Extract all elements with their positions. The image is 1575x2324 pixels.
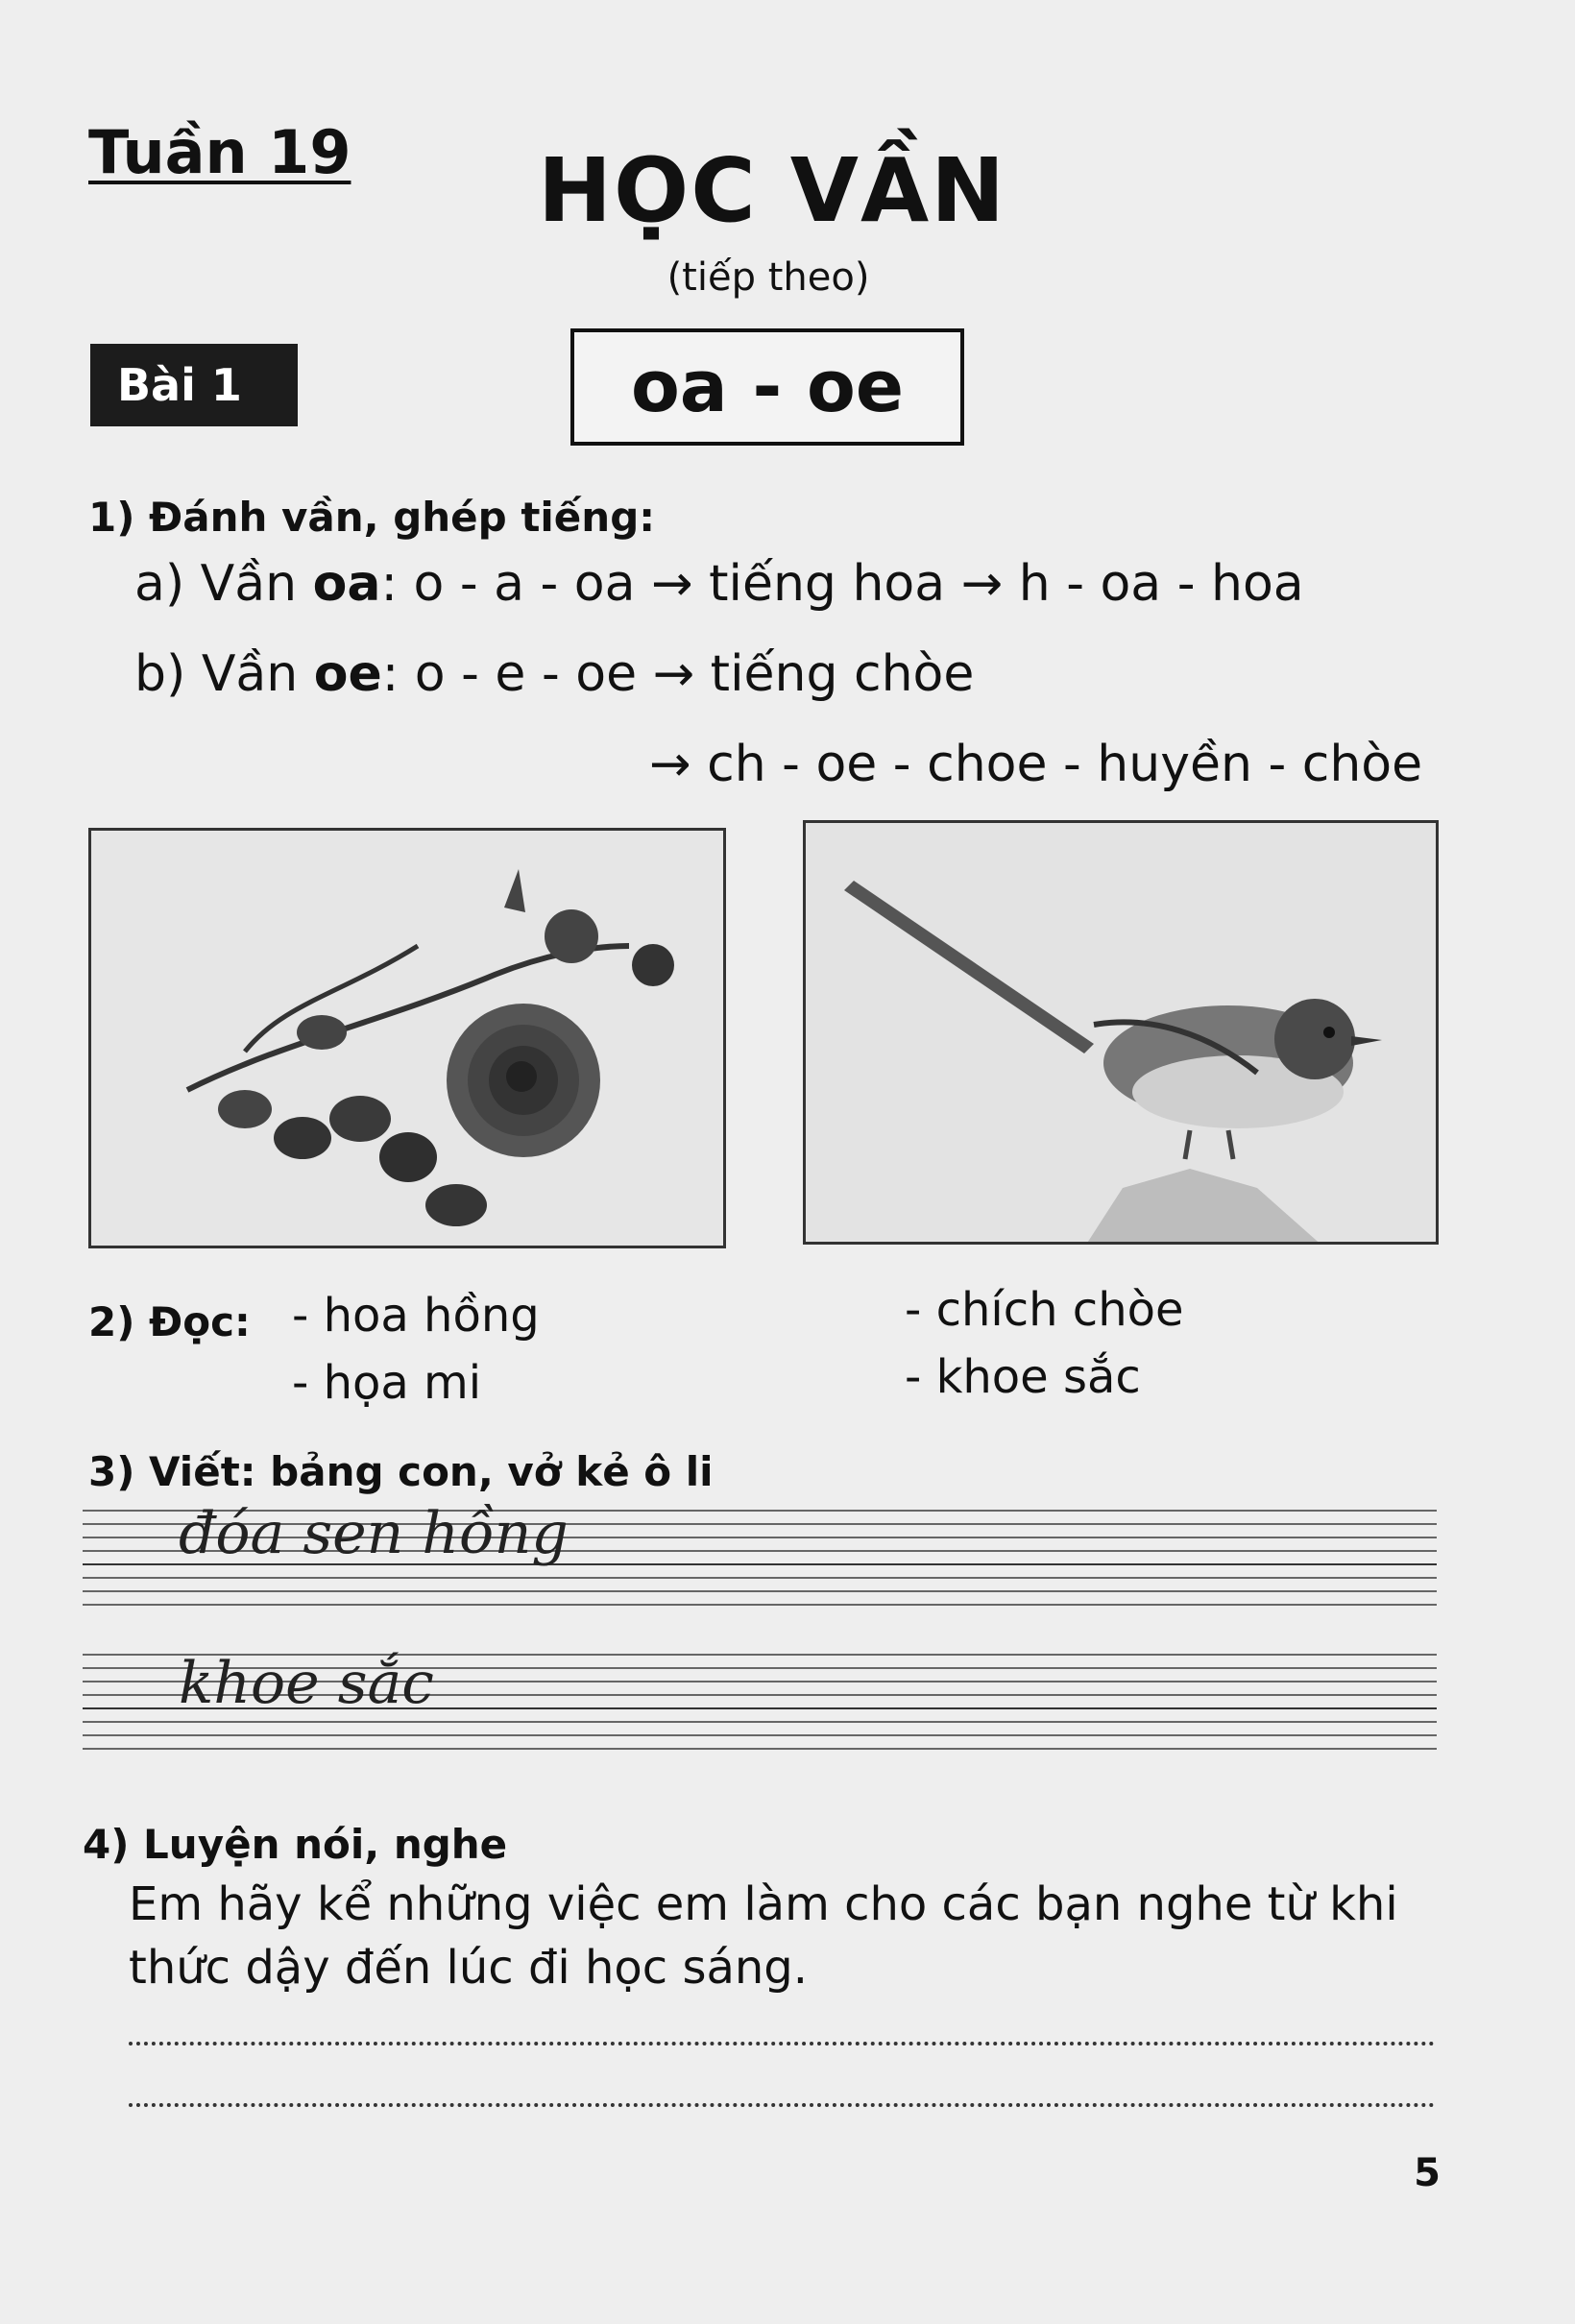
page-number: 5 (1414, 2151, 1441, 2195)
page-title: HỌC VẦN (538, 139, 1007, 242)
read-word: - hoa hồng (292, 1289, 540, 1343)
section1-heading: 1) Đánh vần, ghép tiếng: (88, 494, 656, 541)
line-b-prefix: b) Vần (134, 645, 314, 703)
page-subtitle: (tiếp theo) (666, 255, 870, 300)
spelling-line-c: → ch - oe - choe - huyền - chòe (649, 736, 1423, 793)
line-a-prefix: a) Vần (134, 555, 313, 613)
rhyme-box (570, 328, 964, 446)
section2-heading: 2) Đọc: (88, 1298, 251, 1345)
ruled-writing-block (83, 1650, 1437, 1759)
read-word: - khoe sắc (905, 1350, 1141, 1404)
section4-heading: 4) Luyện nói, nghe (83, 1821, 508, 1868)
spelling-line-a (134, 555, 1304, 613)
line-a-bold: oa (312, 555, 381, 613)
ruled-writing-block (83, 1500, 1437, 1615)
section3-heading: 3) Viết: bảng con, vở kẻ ô li (88, 1448, 714, 1495)
week-label: Tuần 19 (88, 117, 351, 187)
spelling-line-b (134, 645, 974, 703)
speaking-prompt: Em hãy kể những việc em làm cho các bạn nghe từ khi thức dậy đến lúc đi học sáng. (129, 1877, 1398, 1995)
rhyme-label: oa - oe (630, 346, 905, 428)
read-word: - chích chòe (905, 1283, 1184, 1337)
handwriting-sample: đóa sen hồng (179, 1500, 569, 1567)
line-a-rest: : o - a - oa → tiếng hoa → h - oa - hoa (380, 555, 1304, 613)
rose-picture (88, 828, 726, 1248)
magpie-robin-bird-illustration-icon (806, 823, 1439, 1245)
rose-illustration-icon (91, 831, 726, 1248)
line-b-bold: oe (313, 645, 382, 703)
line-b-rest: : o - e - oe → tiếng chòe (381, 645, 975, 703)
lesson-badge (90, 344, 298, 426)
lesson-badge-label: Bài 1 (117, 359, 242, 411)
answer-line[interactable] (129, 2103, 1435, 2107)
read-word: - họa mi (292, 1356, 482, 1410)
answer-line[interactable] (129, 2042, 1435, 2046)
handwriting-sample: khoe sắc (179, 1650, 434, 1717)
bird-picture (803, 820, 1439, 1245)
